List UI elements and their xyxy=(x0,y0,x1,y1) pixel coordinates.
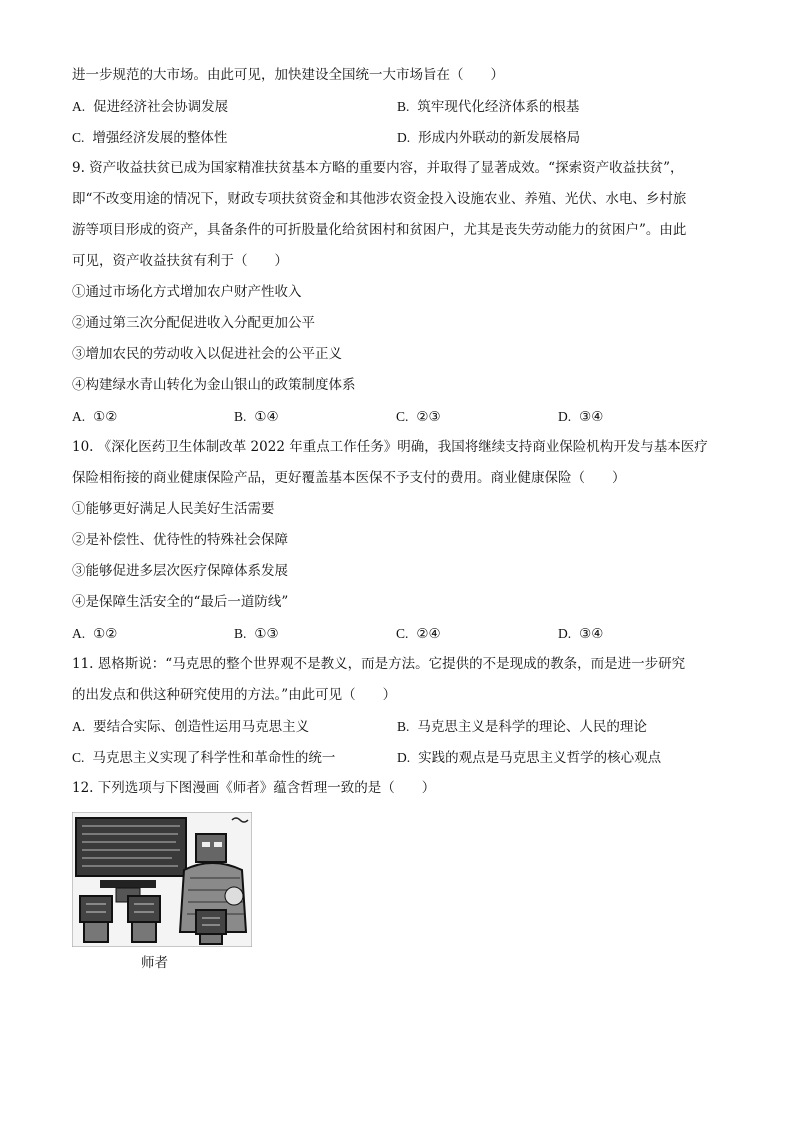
q11-option-c: C. 马克思主义实现了科学性和革命性的统一 xyxy=(72,750,336,766)
cartoon-caption: 师者 xyxy=(141,955,168,971)
q10-option-d: D. ③④ xyxy=(558,626,604,642)
q10-item: ②是补偿性、优待性的特殊社会保障 xyxy=(72,532,288,548)
q10-option-b: B. ①③ xyxy=(234,626,279,642)
q10-item: ④是保障生活安全的“最后一道防线” xyxy=(72,594,289,610)
q10-item: ①能够更好满足人民美好生活需要 xyxy=(72,501,275,517)
q11-option-d: D. 实践的观点是马克思主义哲学的核心观点 xyxy=(397,750,662,766)
q10-option-c: C. ②④ xyxy=(396,626,441,642)
q9-stem-line: 游等项目形成的资产，具备条件的可折股量化给贫困村和贫困户，尤其是丧失劳动能力的贫困户”。由此 xyxy=(72,222,687,238)
q9-stem-line: 9. 资产收益扶贫已成为国家精准扶贫基本方略的重要内容，并取得了显著成效。“探索资产收益扶贫”， xyxy=(72,160,684,176)
q11-options-row-1 xyxy=(72,711,732,742)
q10-options-row xyxy=(72,618,732,649)
q11-options-row-2 xyxy=(72,742,732,773)
q8-option-b: B. 筑牢现代化经济体系的根基 xyxy=(397,99,580,115)
q12-stem: 12. 下列选项与下图漫画《师者》蕴含哲理一致的是（ ） xyxy=(72,780,436,796)
q9-item: ④构建绿水青山转化为金山银山的政策制度体系 xyxy=(72,377,356,393)
q8-options-row-2 xyxy=(72,122,732,153)
q8-option-d: D. 形成内外联动的新发展格局 xyxy=(397,130,581,146)
q11-stem-line: 的出发点和供这种研究使用的方法。”由此可见（ ） xyxy=(72,687,397,703)
q8-options-row-1 xyxy=(72,91,732,122)
q11-option-b: B. 马克思主义是科学的理论、人民的理论 xyxy=(397,719,647,735)
q8-option-c: C. 增强经济发展的整体性 xyxy=(72,130,228,146)
cartoon-figure xyxy=(72,812,252,971)
q9-item: ②通过第三次分配促进收入分配更加公平 xyxy=(72,315,315,331)
q9-option-b: B. ①④ xyxy=(234,409,279,425)
q8-stem: 进一步规范的大市场。由此可见，加快建设全国统一大市场旨在（ ） xyxy=(72,67,504,83)
q9-stem-line: 即“不改变用途的情况下，财政专项扶贫资金和其他涉农资金投入设施农业、养殖、光伏、水电、乡村旅 xyxy=(72,191,687,207)
q10-stem-line: 10. 《深化医药卫生体制改革 2022 年重点工作任务》明确，我国将继续支持商业保险机构开发与基本医疗 xyxy=(72,439,708,455)
q9-item: ①通过市场化方式增加农户财产性收入 xyxy=(72,284,302,300)
q9-option-c: C. ②③ xyxy=(396,409,441,425)
q10-option-a: A. ①② xyxy=(72,626,118,642)
q9-item: ③增加农民的劳动收入以促进社会的公平正义 xyxy=(72,346,342,362)
q9-option-d: D. ③④ xyxy=(558,409,604,425)
teacher-cartoon-image xyxy=(72,812,252,947)
q11-option-a: A. 要结合实际、创造性运用马克思主义 xyxy=(72,719,310,735)
q10-stem-line: 保险相衔接的商业健康保险产品，更好覆盖基本医保不予支付的费用。商业健康保险（ ） xyxy=(72,470,626,486)
q9-option-a: A. ①② xyxy=(72,409,118,425)
q9-options-row xyxy=(72,401,732,432)
q11-stem-line: 11. 恩格斯说：“马克思的整个世界观不是教义，而是方法。它提供的不是现成的教条，而是进一步研究 xyxy=(72,656,686,672)
exam-page xyxy=(72,60,732,971)
q8-option-a: A. 促进经济社会协调发展 xyxy=(72,99,229,115)
q9-stem-line: 可见，资产收益扶贫有利于（ ） xyxy=(72,253,288,269)
q10-item: ③能够促进多层次医疗保障体系发展 xyxy=(72,563,288,579)
